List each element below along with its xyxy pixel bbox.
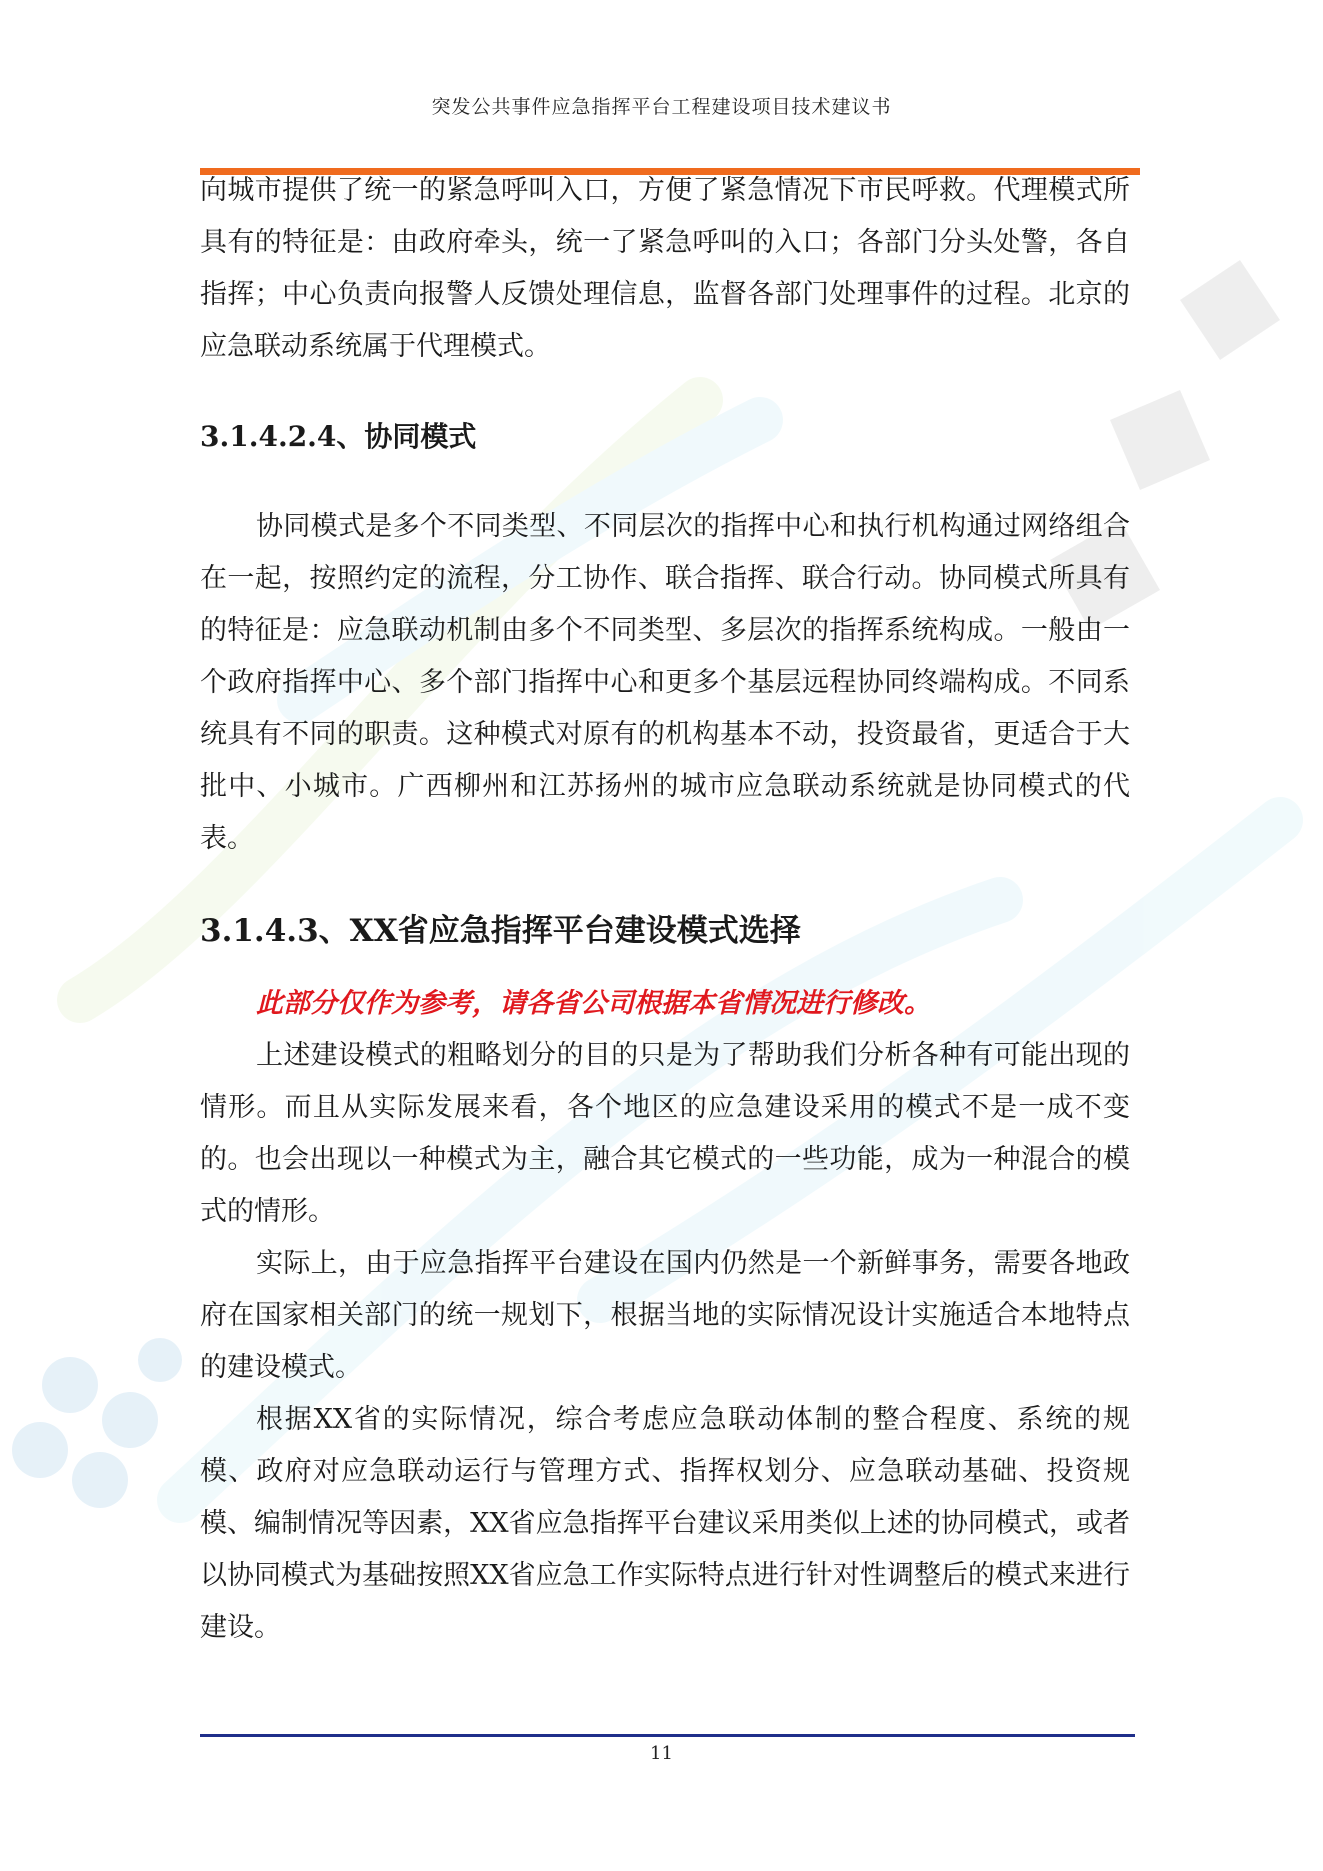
paragraph-selection-1: 上述建设模式的粗略划分的目的只是为了帮助我们分析各种有可能出现的情形。而且从实际发展来看，各个地区的应急建设采用的模式不是一成不变的。也会出现以一种模式为主，融合其它模式的一些功能，成为一种混合的模式的情形。: [200, 1040, 1130, 1227]
page-number: 11: [650, 1743, 673, 1764]
spacer: [200, 865, 1130, 905]
running-header-title: 突发公共事件应急指挥平台工程建设项目技术建议书: [431, 96, 892, 118]
spacer: [200, 950, 1130, 978]
section-heading-3-1-4-3: 3.1.4.3、XX省应急指挥平台建设模式选择: [200, 913, 801, 949]
spacer: [200, 373, 1130, 415]
paragraph-intro: 向城市提供了统一的紧急呼叫入口，方便了紧急情况下市民呼救。代理模式所具有的特征是：由政府牵头，统一了紧急呼叫的入口；各部门分头处警，各自指挥；中心负责向报警人反馈处理信息，监督各部门处理事件的过程。北京的应急联动系统属于代理模式。: [200, 175, 1130, 362]
paragraph-selection-3: 根据XX省的实际情况，综合考虑应急联动体制的整合程度、系统的规模、政府对应急联动运行与管理方式、指挥权划分、应急联动基础、投资规模、编制情况等因素，XX省应急指挥平台建议采用类似上述的协同模式，或者以协同模式为基础按照XX省应急工作实际特点进行针对性调整后的模式来进行建设。: [200, 1404, 1130, 1643]
page-content: [200, 165, 1130, 1654]
paragraph-cooperative-mode: 协同模式是多个不同类型、不同层次的指挥中心和执行机构通过网络组合在一起，按照约定的流程，分工协作、联合指挥、联合行动。协同模式所具有的特征是：应急联动机制由多个不同类型、多层次的指挥系统构成。一般由一个政府指挥中心、多个部门指挥中心和更多个基层远程协同终端构成。不同系统具有不同的职责。这种模式对原有的机构基本不动，投资最省，更适合于大批中、小城市。广西柳州和江苏扬州的城市应急联动系统就是协同模式的代表。: [200, 511, 1130, 854]
spacer: [200, 455, 1130, 501]
footer-rule: [200, 1734, 1135, 1737]
paragraph-selection-2: 实际上，由于应急指挥平台建设在国内仍然是一个新鲜事务，需要各地政府在国家相关部门的统一规划下，根据当地的实际情况设计实施适合本地特点的建设模式。: [200, 1248, 1130, 1383]
reference-note: 此部分仅作为参考，请各省公司根据本省情况进行修改。: [256, 988, 931, 1019]
section-heading-3-1-4-2-4: 3.1.4.2.4、协同模式: [200, 420, 477, 453]
header-rule: [200, 168, 1140, 175]
